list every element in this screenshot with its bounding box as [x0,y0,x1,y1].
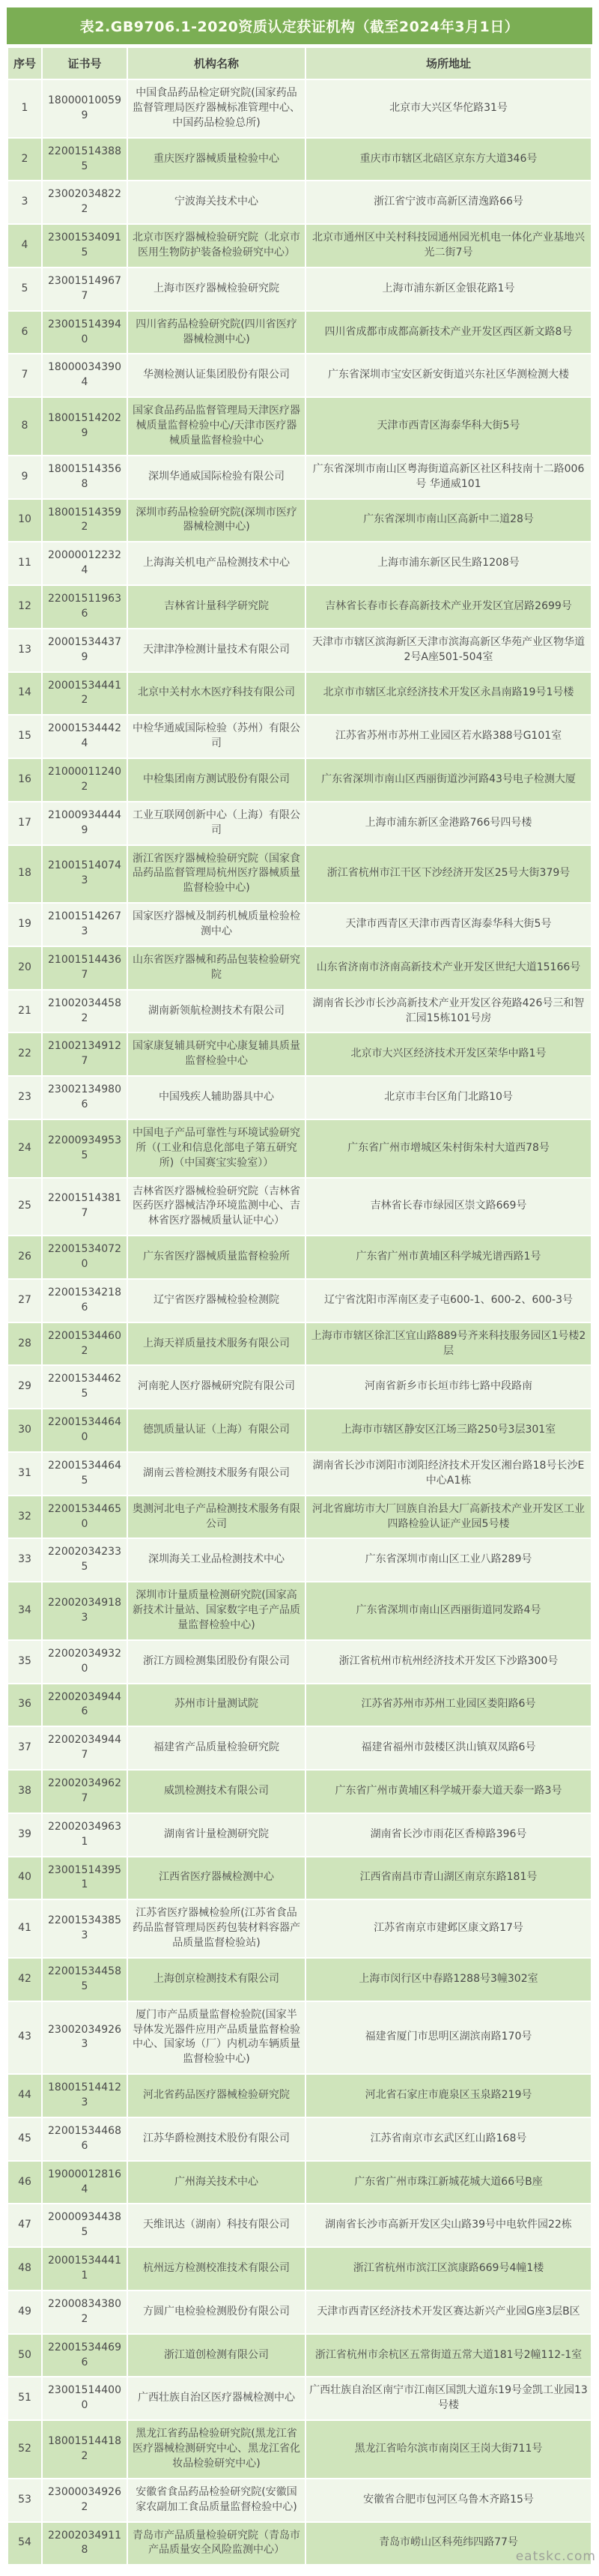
address: 广东省深圳市南山区高新中二道28号 [305,499,592,542]
row-index: 52 [7,2420,42,2479]
address: 河北省石家庄市鹿泉区玉泉路219号 [305,2074,592,2117]
table-row [7,1409,592,1452]
address: 天津市西青区海泰华科大街5号 [305,397,592,456]
table-row [7,1582,592,1640]
table-row [7,1119,592,1178]
cert-number: 220015119636 [42,585,127,629]
table-row [7,2522,592,2566]
cert-number: 220015340720 [42,1236,127,1279]
row-index: 26 [7,1236,42,1279]
address: 河北省廊坊市大厂回族自治县大厂高新技术产业开发区工业四路检验认证产业园5号楼 [305,1496,592,1539]
org-name: 湖南云普检测技术服务有限公司 [127,1452,305,1496]
cert-number: 220015344625 [42,1365,127,1409]
row-index: 46 [7,2161,42,2204]
org-name: 上海市医疗器械检验研究院 [127,267,305,311]
table-row [7,1452,592,1496]
org-name: 湖南新领航检测技术有限公司 [127,990,305,1033]
table-row [7,181,592,224]
table-row [7,2161,592,2204]
table-row [7,1958,592,2001]
address: 吉林省长春市绿园区崇文路669号 [305,1178,592,1236]
address: 广东省广州市黄埔区科学城开泰大道天泰一路3号 [305,1770,592,1813]
row-index: 39 [7,1813,42,1857]
address: 重庆市市辖区北碚区京东方大道346号 [305,138,592,181]
address: 广东省深圳市南山区西丽街道沙河路43号电子检测大厦 [305,758,592,802]
row-index: 23 [7,1076,42,1119]
address: 青岛市崂山区科苑纬四路77号 [305,2522,592,2566]
row-index: 54 [7,2522,42,2566]
cert-number: 220020349631 [42,1813,127,1857]
cert-number: 180000100599 [42,79,127,138]
table-row [7,2074,592,2117]
org-name: 北京中关村水木医疗科技有限公司 [127,672,305,716]
table-body [7,79,592,2565]
table-row [7,456,592,499]
address: 浙江省杭州市余杭区五常街道五常大道181号2幢112-1室 [305,2334,592,2377]
column-header: 机构名称 [127,47,305,79]
cert-number: 220020349183 [42,1582,127,1640]
address: 上海市市辖区徐汇区宜山路889号齐来科技服务园区1号楼2层 [305,1322,592,1366]
address: 江苏省南京市建邺区康文路17号 [305,1899,592,1958]
cert-number: 180015144123 [42,2074,127,2117]
watermark: eatskc.com [515,2549,596,2565]
row-index: 12 [7,585,42,629]
cert-number: 200015344379 [42,629,127,672]
org-name: 上海天祥质量技术服务有限公司 [127,1322,305,1366]
row-index: 25 [7,1178,42,1236]
table-row [7,138,592,181]
cert-number: 210009344449 [42,802,127,845]
table-row [7,2377,592,2420]
cert-number: 230000349262 [42,2479,127,2522]
address: 湖南省长沙市浏阳市浏阳经济技术开发区湘台路18号长沙E中心A1栋 [305,1452,592,1496]
org-name: 江西省医疗器械检测中心 [127,1857,305,1900]
table-title: 表2.GB9706.1-2020资质认定获证机构（截至2024年3月1日） [7,7,592,44]
address: 广东省深圳市南山区粤海街道高新区社区科技南十二路006号 华通威101 [305,456,592,499]
row-index: 38 [7,1770,42,1813]
cert-number: 230020348222 [42,181,127,224]
address: 四川省成都市成都高新技术产业开发区西区新文路8号 [305,311,592,354]
org-name: 浙江道创检测有限公司 [127,2334,305,2377]
column-header: 序号 [7,47,42,79]
cert-number: 230015143951 [42,1857,127,1900]
address: 北京市通州区中关村科技园通州园光机电一体化产业基地兴光二街7号 [305,224,592,267]
column-header: 场所地址 [305,47,592,79]
cert-number: 230021349806 [42,1076,127,1119]
org-name: 威凯检测技术有限公司 [127,1770,305,1813]
org-name: 湖南省计量检测研究院 [127,1813,305,1857]
table-row [7,1538,592,1582]
org-name: 天维讯达（湖南）科技有限公司 [127,2204,305,2247]
table-row [7,1279,592,1322]
table-row [7,2204,592,2247]
address: 江苏省南京市玄武区红山路168号 [305,2117,592,2161]
org-name: 杭州远方检测校准技术有限公司 [127,2247,305,2291]
table-row [7,903,592,946]
org-name: 吉林省计量科学研究院 [127,585,305,629]
row-index: 35 [7,1640,42,1684]
org-name: 青岛市产品质量检验研究院（青岛市产品质量安全风险监测中心） [127,2522,305,2566]
row-index: 42 [7,1958,42,2001]
address: 安徽省合肥市包河区乌鲁木齐路15号 [305,2479,592,2522]
row-index: 18 [7,845,42,904]
row-index: 36 [7,1684,42,1727]
org-name: 上海创京检测技术有限公司 [127,1958,305,2001]
table-row [7,311,592,354]
row-index: 24 [7,1119,42,1178]
address: 辽宁省沈阳市浑南区麦子屯600-1、600-2、600-3号 [305,1279,592,1322]
row-index: 31 [7,1452,42,1496]
row-index: 51 [7,2377,42,2420]
table-row [7,542,592,585]
table-row [7,758,592,802]
cert-number: 200009344385 [42,2204,127,2247]
address: 天津市市辖区滨海新区天津市滨海高新区华苑产业区物华道2号A座501-504室 [305,629,592,672]
org-name: 深圳市药品检验研究院(深圳市医疗器械检测中心) [127,499,305,542]
table-row [7,397,592,456]
row-index: 2 [7,138,42,181]
org-name: 苏州市计量测试院 [127,1684,305,1727]
row-index: 9 [7,456,42,499]
table-row [7,2334,592,2377]
org-name: 重庆医疗器械质量检验中心 [127,138,305,181]
org-name: 北京市医疗器械检验研究院（北京市医用生物防护装备检验研究中心） [127,224,305,267]
row-index: 53 [7,2479,42,2522]
cert-number: 210015142673 [42,903,127,946]
table-row [7,1032,592,1076]
org-name: 浙江方圆检测集团股份有限公司 [127,1640,305,1684]
org-name: 宁波海关技术中心 [127,181,305,224]
org-name: 奥测河北电子产品检测技术服务有限公司 [127,1496,305,1539]
table-row [7,1899,592,1958]
cert-number: 180015143592 [42,499,127,542]
row-index: 43 [7,2001,42,2075]
address: 广东省广州市珠江新城花城大道66号B座 [305,2161,592,2204]
org-name: 福建省产品质量检验研究院 [127,1726,305,1770]
address: 上海市浦东新区金银花路1号 [305,267,592,311]
cert-number: 230015143940 [42,311,127,354]
cert-number: 180000343904 [42,354,127,397]
table-row [7,79,592,138]
cert-number: 200000122324 [42,542,127,585]
table-row [7,2117,592,2161]
table-row [7,1684,592,1727]
address: 江西省南昌市青山湖区南京东路181号 [305,1857,592,1900]
row-index: 50 [7,2334,42,2377]
table-row [7,1496,592,1539]
cert-number: 210000112402 [42,758,127,802]
table-row [7,2291,592,2334]
cert-number: 200015344424 [42,715,127,758]
row-index: 32 [7,1496,42,1539]
cert-number: 220020349118 [42,2522,127,2566]
org-name: 广东省医疗器械质量监督检验所 [127,1236,305,1279]
org-name: 厦门市产品质量监督检验院(国家半导体发光器件应用产品质量监督检验中心、国家场（厂）内机动车辆质量监督检验中心) [127,2001,305,2075]
address: 黑龙江省哈尔滨市南岗区王岗大街711号 [305,2420,592,2479]
cert-number: 220020349447 [42,1726,127,1770]
org-name: 深圳海关工业品检测技术中心 [127,1538,305,1582]
cert-number: 220015344650 [42,1496,127,1539]
org-name: 深圳华通威国际检验有限公司 [127,456,305,499]
org-name: 黑龙江省药品检验研究院(黑龙江省医疗器械检测研究中心、黑龙江省化妆品检验研究中心) [127,2420,305,2479]
cert-number: 220015143817 [42,1178,127,1236]
header-row [7,47,592,79]
cert-number: 200015344412 [42,672,127,716]
row-index: 11 [7,542,42,585]
address: 广东省广州市增城区朱村街朱村大道西78号 [305,1119,592,1178]
table-row [7,845,592,904]
org-name: 方圆广电检验检测股份有限公司 [127,2291,305,2334]
address: 天津市西青区天津市西青区海泰华科大街5号 [305,903,592,946]
org-name: 国家食品药品监督管理局天津医疗器械质量监督检验中心/天津市医疗器械质量监督检验中心 [127,397,305,456]
row-index: 19 [7,903,42,946]
table-row [7,990,592,1033]
table-row [7,2420,592,2479]
table-row [7,946,592,990]
address: 广西壮族自治区南宁市江南区国凯大道东19号金凯工业园13号楼 [305,2377,592,2420]
address: 山东省济南市济南高新技术产业开发区世纪大道15166号 [305,946,592,990]
row-index: 1 [7,79,42,138]
org-name: 四川省药品检验研究院(四川省医疗器械检测中心) [127,311,305,354]
row-index: 28 [7,1322,42,1366]
address: 北京市大兴区经济技术开发区荣华中路1号 [305,1032,592,1076]
row-index: 41 [7,1899,42,1958]
row-index: 45 [7,2117,42,2161]
table-row [7,1640,592,1684]
row-index: 30 [7,1409,42,1452]
row-index: 16 [7,758,42,802]
address: 湖南省长沙市高新开发区尖山路39号中电软件园22栋 [305,2204,592,2247]
cert-number: 220015343853 [42,1899,127,1958]
cert-number: 220020349320 [42,1640,127,1684]
org-name: 国家医疗器械及制药机械质量检验检测中心 [127,903,305,946]
address: 福建省厦门市思明区湖滨南路170号 [305,2001,592,2075]
table-row [7,2479,592,2522]
table-row [7,629,592,672]
cert-number: 190000128164 [42,2161,127,2204]
row-index: 10 [7,499,42,542]
address: 湖南省长沙市雨花区香樟路396号 [305,1813,592,1857]
org-name: 中国电子产品可靠性与环境试验研究所（(工业和信息化部电子第五研究所)（中国赛宝实验室）） [127,1119,305,1178]
cert-number: 230015340915 [42,224,127,267]
org-name: 辽宁省医疗器械检验检测院 [127,1279,305,1322]
cert-number: 220015344696 [42,2334,127,2377]
row-index: 44 [7,2074,42,2117]
address: 广东省广州市黄埔区科学城光谱西路1号 [305,1236,592,1279]
table-row [7,1365,592,1409]
cert-number: 210015144367 [42,946,127,990]
row-index: 29 [7,1365,42,1409]
table-row [7,1857,592,1900]
cert-number: 180015144182 [42,2420,127,2479]
org-name: 山东省医疗器械和药品包装检验研究院 [127,946,305,990]
table-row [7,1770,592,1813]
row-index: 34 [7,1582,42,1640]
table-row [7,1236,592,1279]
cert-number: 230020349263 [42,2001,127,2075]
table-row [7,1726,592,1770]
row-index: 47 [7,2204,42,2247]
row-index: 37 [7,1726,42,1770]
table-row [7,2001,592,2075]
address: 上海市浦东新区民生路1208号 [305,542,592,585]
address: 北京市丰台区角门北路10号 [305,1076,592,1119]
row-index: 33 [7,1538,42,1582]
cert-number: 210020344582 [42,990,127,1033]
cert-number: 220015344585 [42,1958,127,2001]
org-name: 国家康复辅具研究中心康复辅具质量监督检验中心 [127,1032,305,1076]
address: 浙江省宁波市高新区清逸路66号 [305,181,592,224]
cert-number: 200015344411 [42,2247,127,2291]
row-index: 14 [7,672,42,716]
org-name: 上海海关机电产品检测技术中心 [127,542,305,585]
cert-number: 180015142029 [42,397,127,456]
table-row [7,224,592,267]
address: 江苏省苏州市苏州工业园区娄阳路6号 [305,1684,592,1727]
row-index: 5 [7,267,42,311]
cert-number: 220015143885 [42,138,127,181]
cert-number: 220015342186 [42,1279,127,1322]
address: 北京市大兴区华佗路31号 [305,79,592,138]
address: 湖南省长沙市长沙高新技术产业开发区谷苑路426号三和智汇园15栋101号房 [305,990,592,1033]
cert-number: 220020342335 [42,1538,127,1582]
address: 浙江省杭州市滨江区滨康路669号4幢1楼 [305,2247,592,2291]
row-index: 49 [7,2291,42,2334]
table-row [7,2247,592,2291]
address: 浙江省杭州市杭州经济技术开发区下沙路300号 [305,1640,592,1684]
cert-number: 220015344602 [42,1322,127,1366]
address: 浙江省杭州市江干区下沙经济开发区25号大街379号 [305,845,592,904]
table-row [7,672,592,716]
cert-number: 210021349127 [42,1032,127,1076]
column-header: 证书号 [42,47,127,79]
address: 上海市市辖区静安区江场三路250号3层301室 [305,1409,592,1452]
org-name: 工业互联网创新中心（上海）有限公司 [127,802,305,845]
org-name: 广州海关技术中心 [127,2161,305,2204]
org-name: 华测检测认证集团股份有限公司 [127,354,305,397]
org-name: 河南驼人医疗器械研究院有限公司 [127,1365,305,1409]
row-index: 4 [7,224,42,267]
org-name: 吉林省医疗器械检验研究院（吉林省医药医疗器械洁净环境监测中心、吉林省医疗器械质量认证中心） [127,1178,305,1236]
row-index: 3 [7,181,42,224]
org-name: 广西壮族自治区医疗器械检测中心 [127,2377,305,2420]
org-name: 中国食品药品检定研究院(国家药品监督管理局医疗器械标准管理中心、中国药品检验总所) [127,79,305,138]
address: 广东省深圳市南山区西丽街道同发路4号 [305,1582,592,1640]
table-row [7,1076,592,1119]
address: 上海市浦东新区金港路766号四号楼 [305,802,592,845]
org-name: 中国残疾人辅助器具中心 [127,1076,305,1119]
row-index: 7 [7,354,42,397]
table-row [7,1813,592,1857]
cert-number: 220015344645 [42,1452,127,1496]
table-row [7,499,592,542]
table-row [7,585,592,629]
cert-number: 220020349446 [42,1684,127,1727]
row-index: 20 [7,946,42,990]
table-row [7,802,592,845]
address: 江苏省苏州市苏州工业园区若水路388号G101室 [305,715,592,758]
row-index: 40 [7,1857,42,1900]
row-index: 8 [7,397,42,456]
cert-number: 220009349535 [42,1119,127,1178]
table-row [7,1322,592,1366]
table-row [7,267,592,311]
row-index: 48 [7,2247,42,2291]
org-name: 深圳市计量质量检测研究院(国家高新技术计量站、国家数字电子产品质量监督检验中心) [127,1582,305,1640]
org-name: 天津津净检测计量技术有限公司 [127,629,305,672]
org-name: 江苏省医疗器械检验所(江苏省食品药品监督管理局医药包装材料容器产品质量监督检验站) [127,1899,305,1958]
address: 吉林省长春市长春高新技术产业开发区宜居路2699号 [305,585,592,629]
cert-number: 220015344640 [42,1409,127,1452]
row-index: 22 [7,1032,42,1076]
org-name: 江苏华爵检测技术股份有限公司 [127,2117,305,2161]
row-index: 6 [7,311,42,354]
org-name: 中检华通威国际检验（苏州）有限公司 [127,715,305,758]
cert-number: 220008343802 [42,2291,127,2334]
row-index: 13 [7,629,42,672]
cert-number: 180015143568 [42,456,127,499]
cert-number: 220015344686 [42,2117,127,2161]
address: 天津市西青区经济技术开发区赛达新兴产业园G座3层B区 [305,2291,592,2334]
row-index: 15 [7,715,42,758]
table-row [7,354,592,397]
org-name: 河北省药品医疗器械检验研究院 [127,2074,305,2117]
org-name: 浙江省医疗器械检验研究院（国家食品药品监督管理局杭州医疗器械质量监督检验中心) [127,845,305,904]
address: 北京市市辖区北京经济技术开发区永昌南路19号1号楼 [305,672,592,716]
address: 上海市闵行区中春路1288号3幢302室 [305,1958,592,2001]
org-name: 安徽省食品药品检验研究院(安徽国家农副加工食品质量监督检验中心) [127,2479,305,2522]
address: 广东省深圳市南山区工业八路289号 [305,1538,592,1582]
cert-number: 210015140743 [42,845,127,904]
table-row [7,1178,592,1236]
certification-table [7,46,592,2566]
cert-number: 220020349627 [42,1770,127,1813]
address: 广东省深圳市宝安区新安街道兴东社区华测检测大楼 [305,354,592,397]
org-name: 德凯质量认证（上海）有限公司 [127,1409,305,1452]
table-row [7,715,592,758]
cert-number: 230015144000 [42,2377,127,2420]
address: 福建省福州市鼓楼区洪山镇双凤路6号 [305,1726,592,1770]
row-index: 21 [7,990,42,1033]
address: 河南省新乡市长垣市纬七路中段路南 [305,1365,592,1409]
cert-number: 230015149677 [42,267,127,311]
org-name: 中检集团南方测试股份有限公司 [127,758,305,802]
row-index: 17 [7,802,42,845]
row-index: 27 [7,1279,42,1322]
